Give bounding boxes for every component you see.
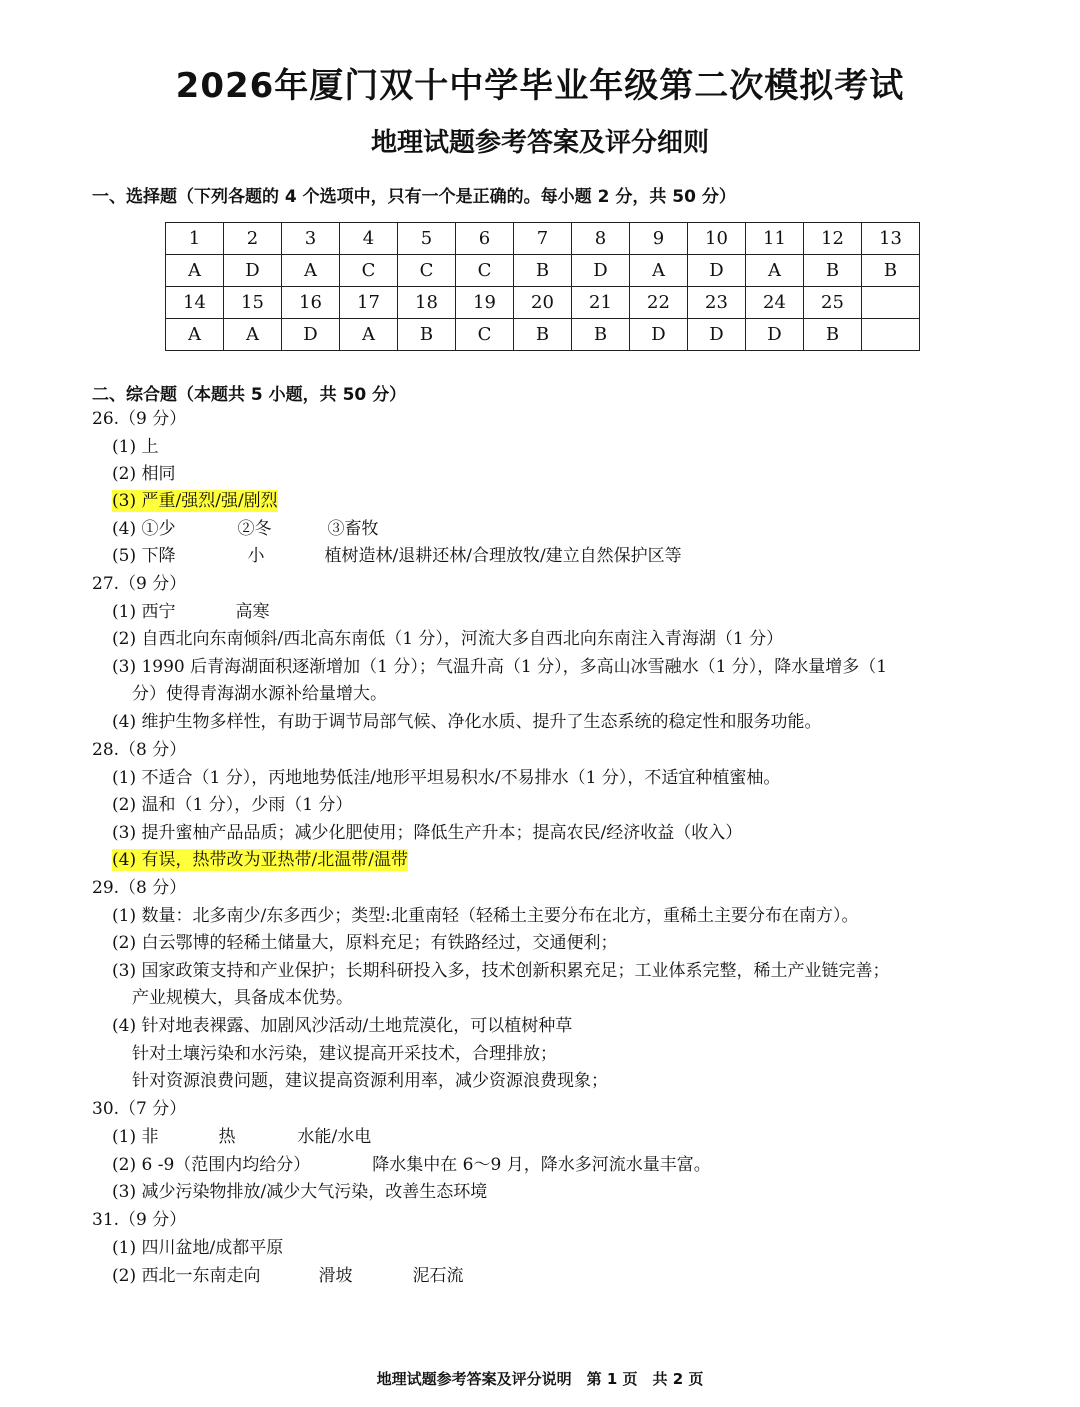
answer-table-cell: 13 <box>862 223 920 255</box>
answer-table-cell: 8 <box>572 223 630 255</box>
q28-answer-3: (3) 提升蜜柚产品品质；减少化肥使用；降低生产升本；提高农民/经济收益（收入） <box>112 823 743 843</box>
q26-answer-4b: ②冬 <box>237 519 272 539</box>
q27-answer-4: (4) 维护生物多样性，有助于调节局部气候、净化水质、提升了生态系统的稳定性和服务功能。 <box>112 712 822 732</box>
answer-table-row <box>166 287 920 319</box>
q28-heading: 28.（8 分） <box>92 740 187 760</box>
answer-table-cell: A <box>630 255 688 287</box>
answer-table-cell: B <box>514 255 572 287</box>
q30-answer-3: (3) 减少污染物排放/减少大气污染，改善生态环境 <box>112 1182 488 1202</box>
answer-table-row <box>166 223 920 255</box>
answer-table-cell <box>862 319 920 351</box>
answer-table-cell: 12 <box>804 223 862 255</box>
q29-answer-4-cont-1: 针对土壤污染和水污染，建议提高开采技术，合理排放； <box>132 1044 557 1064</box>
q27-heading: 27.（9 分） <box>92 574 187 594</box>
answer-table-cell: B <box>398 319 456 351</box>
answer-table-cell: D <box>630 319 688 351</box>
answer-table-cell: 22 <box>630 287 688 319</box>
answer-table-cell: B <box>804 255 862 287</box>
answer-table-cell: 20 <box>514 287 572 319</box>
q29-answer-1: (1) 数量：北多南少/东多西少；类型:北重南轻（轻稀土主要分布在北方，重稀土主要分布在南方）。 <box>112 906 859 926</box>
answer-table-cell: B <box>572 319 630 351</box>
answer-table-cell: 11 <box>746 223 804 255</box>
q28-answer-4-highlighted: (4) 有误，热带改为亚热带/北温带/温带 <box>112 850 408 870</box>
q29-heading: 29.（8 分） <box>92 878 187 898</box>
answer-table-cell: 1 <box>166 223 224 255</box>
answer-table-cell: D <box>572 255 630 287</box>
page-title: 2026年厦门双十中学毕业年级第二次模拟考试 <box>175 66 905 106</box>
q30-answer-1b: 热 <box>218 1127 236 1147</box>
q27-answer-2: (2) 自西北向东南倾斜/西北高东南低（1 分），河流大多自西北向东南注入青海湖（1 分） <box>112 629 784 649</box>
q26-answer-4c: ③畜牧 <box>327 519 379 539</box>
answer-table-cell: D <box>688 255 746 287</box>
answer-table-cell: 18 <box>398 287 456 319</box>
answer-table-cell: A <box>746 255 804 287</box>
page-footer: 地理试题参考答案及评分说明 第 1 页 共 2 页 <box>376 1370 704 1388</box>
answer-table-row <box>166 319 920 351</box>
answer-table-cell: C <box>456 255 514 287</box>
q29-answer-3-cont: 产业规模大，具备成本优势。 <box>132 988 353 1008</box>
q31-answer-2b: 滑坡 <box>318 1266 353 1286</box>
answer-table-cell: D <box>224 255 282 287</box>
answer-table-cell: 25 <box>804 287 862 319</box>
answer-table-cell: 3 <box>282 223 340 255</box>
q28-answer-2: (2) 温和（1 分），少雨（1 分） <box>112 795 353 815</box>
answer-table-cell: 10 <box>688 223 746 255</box>
q30-answer-1a: (1) 非 <box>112 1127 159 1147</box>
page-subtitle: 地理试题参考答案及评分细则 <box>370 128 709 158</box>
q29-answer-4: (4) 针对地表裸露、加剧风沙活动/土地荒漠化，可以植树种草 <box>112 1016 573 1036</box>
answer-table-row <box>166 255 920 287</box>
answer-table-cell: C <box>340 255 398 287</box>
answer-table-cell: 9 <box>630 223 688 255</box>
answer-table-cell: 16 <box>282 287 340 319</box>
answer-table-cell: D <box>746 319 804 351</box>
q29-answer-3: (3) 国家政策支持和产业保护；长期科研投入多，技术创新积累充足；工业体系完整，稀土产业链完善； <box>112 961 890 981</box>
answer-table-cell: C <box>398 255 456 287</box>
answer-table-cell: A <box>166 319 224 351</box>
answer-table-cell: B <box>862 255 920 287</box>
answer-table-cell: 2 <box>224 223 282 255</box>
q30-answer-1 <box>112 1126 371 1148</box>
q27-answer-1a: (1) 西宁 <box>112 602 176 622</box>
answer-table-cell: D <box>282 319 340 351</box>
q31-answer-2a: (2) 西北一东南走向 <box>112 1266 261 1286</box>
q30-answer-1c: 水能/水电 <box>297 1127 372 1147</box>
section-comprehensive-heading: 二、综合题（本题共 5 小题，共 50 分） <box>92 385 407 405</box>
answer-table <box>165 222 920 351</box>
answer-table-cell: 6 <box>456 223 514 255</box>
answer-table-cell <box>862 287 920 319</box>
q27-answer-1b: 高寒 <box>235 602 270 622</box>
answer-table-cell: 17 <box>340 287 398 319</box>
q30-answer-2 <box>112 1154 711 1176</box>
q26-heading: 26.（9 分） <box>92 409 187 429</box>
answer-table-cell: D <box>688 319 746 351</box>
answer-table-cell: A <box>224 319 282 351</box>
q30-answer-2b: 降水集中在 6～9 月，降水多河流水量丰富。 <box>372 1155 711 1175</box>
q31-answer-1: (1) 四川盆地/成都平原 <box>112 1238 284 1258</box>
answer-table-cell: 15 <box>224 287 282 319</box>
q30-answer-2a: (2) 6 -9（范围内均给分） <box>112 1155 311 1175</box>
q26-answer-1: (1) 上 <box>112 437 159 457</box>
q31-heading: 31.（9 分） <box>92 1210 187 1230</box>
answer-table-cell: B <box>804 319 862 351</box>
q29-answer-4-cont-2: 针对资源浪费问题，建议提高资源利用率，减少资源浪费现象； <box>132 1071 608 1091</box>
q26-answer-5a: (5) 下降 <box>112 546 176 566</box>
q27-answer-3: (3) 1990 后青海湖面积逐渐增加（1 分）；气温升高（1 分），多高山冰雪融水（1 分），降水量增多（1 <box>112 657 888 677</box>
answer-table-cell: 7 <box>514 223 572 255</box>
q30-heading: 30.（7 分） <box>92 1099 187 1119</box>
q31-answer-2 <box>112 1265 463 1287</box>
q26-answer-5b: 小 <box>247 546 265 566</box>
q26-answer-5 <box>112 545 682 567</box>
answer-table-cell: 4 <box>340 223 398 255</box>
q26-answer-4a: (4) ①少 <box>112 519 176 539</box>
answer-table-cell: 14 <box>166 287 224 319</box>
q28-answer-1: (1) 不适合（1 分），丙地地势低洼/地形平坦易积水/不易排水（1 分），不适宜种植蜜柚。 <box>112 768 781 788</box>
answer-table-cell: 19 <box>456 287 514 319</box>
q26-answer-4 <box>112 518 378 540</box>
answer-table-cell: C <box>456 319 514 351</box>
q27-answer-3-cont: 分）使得青海湖水源补给量增大。 <box>132 684 387 704</box>
q27-answer-1 <box>112 601 269 623</box>
answer-table-cell: 5 <box>398 223 456 255</box>
answer-table-cell: A <box>282 255 340 287</box>
q26-answer-2: (2) 相同 <box>112 464 176 484</box>
answer-table-cell: 23 <box>688 287 746 319</box>
section-choice-heading: 一、选择题（下列各题的 4 个选项中，只有一个是正确的。每小题 2 分，共 50 分） <box>92 187 736 207</box>
answer-table-cell: 24 <box>746 287 804 319</box>
q31-answer-2c: 泥石流 <box>412 1266 464 1286</box>
answer-table-cell: 21 <box>572 287 630 319</box>
q26-answer-3-highlighted: (3) 严重/强烈/强/剧烈 <box>112 491 278 511</box>
answer-table-cell: A <box>340 319 398 351</box>
q29-answer-2: (2) 白云鄂博的轻稀土储量大，原料充足；有铁路经过，交通便利； <box>112 933 618 953</box>
answer-table-cell: A <box>166 255 224 287</box>
answer-table-cell: B <box>514 319 572 351</box>
q26-answer-5c: 植树造林/退耕还林/合理放牧/建立自然保护区等 <box>324 546 682 566</box>
